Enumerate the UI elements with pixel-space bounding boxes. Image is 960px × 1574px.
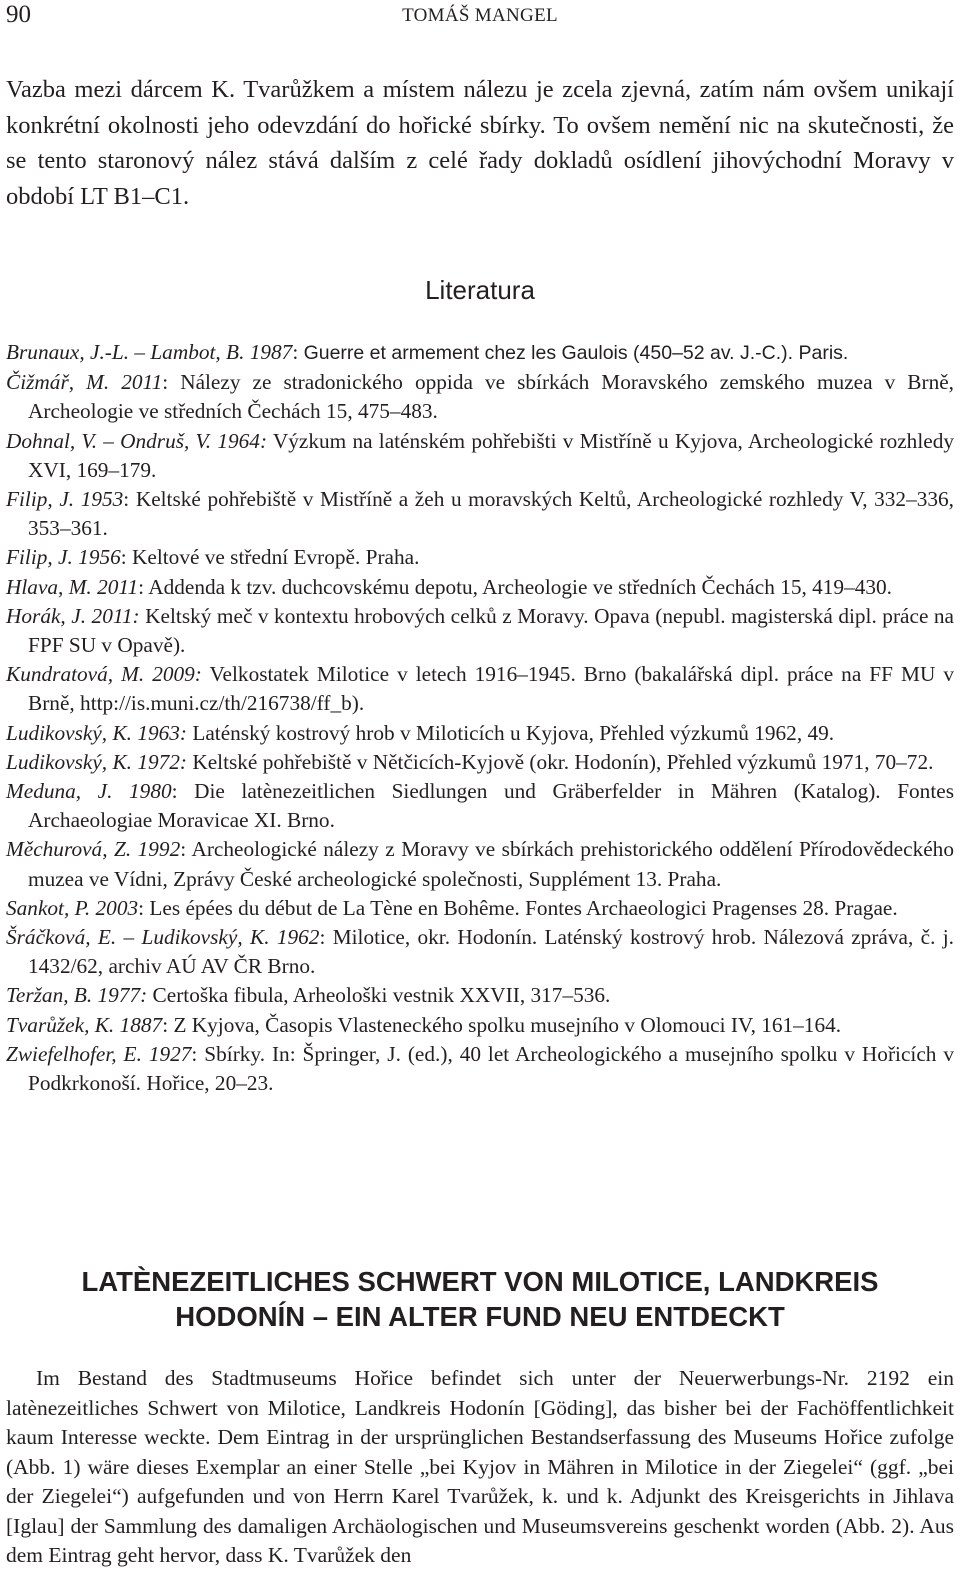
reference-text: Addenda k tzv. duchcovskému depotu, Archeologie ve středních Čechách 15, 419–430.	[148, 574, 892, 599]
summary-title-line-2: HODONÍN – EIN ALTER FUND NEU ENTDECKT	[175, 1301, 785, 1332]
reference-entry	[6, 719, 954, 748]
intro-text: Vazba mezi dárcem K. Tvarůžkem a místem nálezu je zcela zjevná, zatím nám ovšem unikají konkrétní okolnosti jeho odevzdání do hořické sbírky. To ovšem nemění nic na skutečnosti, že se tento staronový nález stává dalším z celé řady dokladů osídlení jihovýchodní Moravy v období LT B1–C1.	[6, 76, 954, 210]
reference-text: Laténský kostrový hrob v Miloticích u Kyjova, Přehled výzkumů 1962, 49.	[192, 720, 835, 745]
reference-author: Dohnal, V. – Ondruš, V.	[6, 428, 212, 453]
reference-entry	[6, 338, 954, 368]
reference-year: 1953	[80, 487, 124, 512]
summary-paragraph: Im Bestand des Stadtmuseums Hořice befindet sich unter der Neuerwerbungs-Nr. 2192 ein latènezeitliches Schwert von Milotice, Landkreis Hodonín [Göding], das bisher bei der Fachöffentlichkeit kaum Interesse weckte. Dem Eintrag in der ursprünglichen Bestandserfassung des Museums Hořice zufolge (Abb. 1) wäre dieses Exemplar an einer Stelle „bei Kyjov in Mähren in Milotice in der Ziegelei“ (ggf. „bei der Ziegelei“) aufgefunden und von Herrn Karel Tvarůžek, k. und k. Adjunkt des Kreisgerichts in Jihlava [Iglau] der Sammlung des damaligen Archäologischen und Museumsvereins geschenkt worden (Abb. 2). Aus dem Eintrag geht hervor, dass K. Tvarůžek den	[6, 1366, 954, 1567]
reference-text: Milotice, okr. Hodonín. Laténský kostrový hrob. Nálezová zpráva, č. j. 1432/62, archiv AÚ AV ČR Brno.	[28, 925, 954, 979]
reference-year: 1927	[148, 1041, 192, 1066]
reference-text: Keltové ve střední Evropě. Praha.	[132, 545, 420, 570]
reference-year: 1977:	[97, 983, 148, 1008]
summary-title	[0, 1264, 960, 1334]
reference-year: 1963:	[137, 720, 187, 745]
reference-author: Šráčková, E. – Ludikovský, K.	[6, 925, 270, 950]
reference-year: 2009:	[152, 662, 202, 687]
reference-separator: :	[138, 574, 149, 599]
reference-separator: :	[319, 925, 333, 950]
reference-entry	[6, 777, 954, 835]
reference-entry	[6, 1011, 954, 1040]
reference-text: Sbírky. In: Špringer, J. (ed.), 40 let Archeologického a musejního spolku v Hořicích v Podkrkonoší. Hořice, 20–23.	[28, 1041, 955, 1096]
reference-text: Certoška fibula, Arheološki vestnik XXVII, 317–536.	[152, 983, 611, 1008]
reference-author: Filip, J.	[6, 545, 73, 570]
reference-text: Z Kyjova, Časopis Vlasteneckého spolku musejního v Olomouci IV, 161–164.	[173, 1012, 842, 1037]
reference-separator: :	[171, 779, 195, 804]
reference-author: Brunaux, J.-L. – Lambot, B.	[6, 340, 245, 364]
reference-author: Kundratová, M.	[6, 662, 145, 687]
reference-text: Velkostatek Milotice v letech 1916–1945. Brno (bakalářská dipl. práce na FF MU v Brně, http://is.muni.cz/th/216738/ff_b).	[28, 662, 954, 716]
reference-year: 1972:	[137, 749, 187, 774]
reference-separator: :	[123, 487, 136, 512]
reference-entry	[6, 427, 954, 485]
reference-separator: :	[292, 340, 304, 364]
reference-list	[6, 338, 954, 1098]
reference-entry	[6, 981, 954, 1010]
intro-paragraph	[6, 72, 954, 214]
reference-entry	[6, 835, 954, 893]
reference-text: Archeologické nálezy z Moravy ve sbírkách prehistorického oddělení Přírodovědeckého muzea ve Vídni, Zprávy České archeologické společnosti, Supplément 13. Praha.	[28, 837, 954, 891]
reference-text: Výzkum na laténském pohřebišti v Mistříně u Kyjova, Archeologické rozhledy XVI, 169–179.	[28, 428, 954, 482]
reference-entry	[6, 485, 954, 543]
reference-year: 1987	[249, 340, 293, 364]
reference-separator: :	[162, 1012, 174, 1037]
reference-year: 2011:	[91, 603, 140, 628]
reference-entry	[6, 543, 954, 572]
reference-separator: :	[162, 370, 181, 395]
page-header	[0, 0, 960, 32]
reference-year: 1962	[276, 925, 320, 950]
reference-separator: :	[120, 545, 133, 570]
reference-entry	[6, 1040, 954, 1098]
reference-year: 1956	[78, 545, 121, 570]
reference-year: 1992	[137, 837, 181, 862]
reference-author: Meduna, J.	[6, 779, 113, 804]
reference-text: Les épées du début de La Tène en Bohême. Fontes Archaeologici Pragenses 28. Pragae.	[149, 895, 898, 920]
reference-author: Zwiefelhofer, E.	[6, 1041, 142, 1066]
reference-author: Filip, J.	[6, 487, 75, 512]
reference-year: 1980	[129, 779, 172, 804]
page-number: 90	[6, 1, 31, 28]
running-head: TOMÁŠ MANGEL	[402, 5, 558, 26]
literature-heading: Literatura	[425, 275, 535, 305]
reference-author: Tvarůžek, K.	[6, 1012, 115, 1037]
reference-entry	[6, 368, 954, 426]
reference-author: Čižmář, M.	[6, 370, 110, 395]
reference-author: Teržan, B.	[6, 983, 93, 1008]
reference-text: Nálezy ze stradonického oppida ve sbírkách Moravského zemského muzea v Brně, Archeologie ve středních Čechách 15, 475–483.	[28, 370, 955, 424]
reference-year: 2011	[121, 370, 163, 395]
summary-title-line-1: LATÈNEZEITLICHES SCHWERT VON MILOTICE, LANDKREIS	[81, 1266, 879, 1297]
reference-year: 1964:	[217, 428, 268, 453]
reference-text: Keltský meč v kontextu hrobových celků z Moravy. Opava (nepubl. magisterská dipl. práce na FPF SU v Opavě).	[28, 603, 955, 658]
reference-text: Keltské pohřebiště v Mistříně a žeh u moravských Keltů, Archeologické rozhledy V, 332–336, 353–361.	[28, 487, 954, 541]
reference-author: Ludikovský, K.	[6, 749, 132, 774]
reference-year: 1887	[119, 1012, 163, 1037]
reference-entry	[6, 573, 954, 602]
reference-entry	[6, 748, 954, 777]
reference-text: Die latènezeitlichen Siedlungen und Gräberfelder in Mähren (Katalog). Fontes Archaeologiae Moravicae XI. Brno.	[28, 779, 954, 833]
reference-separator: :	[180, 837, 192, 862]
reference-entry	[6, 923, 954, 981]
reference-year: 2003	[95, 895, 139, 920]
reference-author: Měchurová, Z.	[6, 837, 132, 862]
reference-year: 2011	[97, 574, 139, 599]
reference-entry	[6, 894, 954, 923]
reference-separator: :	[191, 1041, 205, 1066]
reference-text: Keltské pohřebiště v Nětčicích-Kyjově (okr. Hodonín), Přehled výzkumů 1971, 70–72.	[192, 749, 934, 774]
reference-text: Guerre et armement chez les Gaulois (450–52 av. J.-C.). Paris.	[303, 342, 849, 364]
reference-entry	[6, 660, 954, 718]
reference-author: Hlava, M.	[6, 574, 92, 599]
reference-separator: :	[138, 895, 150, 920]
reference-author: Horák, J.	[6, 603, 87, 628]
reference-entry	[6, 602, 954, 660]
reference-separator	[202, 662, 210, 686]
reference-author: Sankot, P.	[6, 895, 91, 920]
reference-author: Ludikovský, K.	[6, 720, 132, 745]
